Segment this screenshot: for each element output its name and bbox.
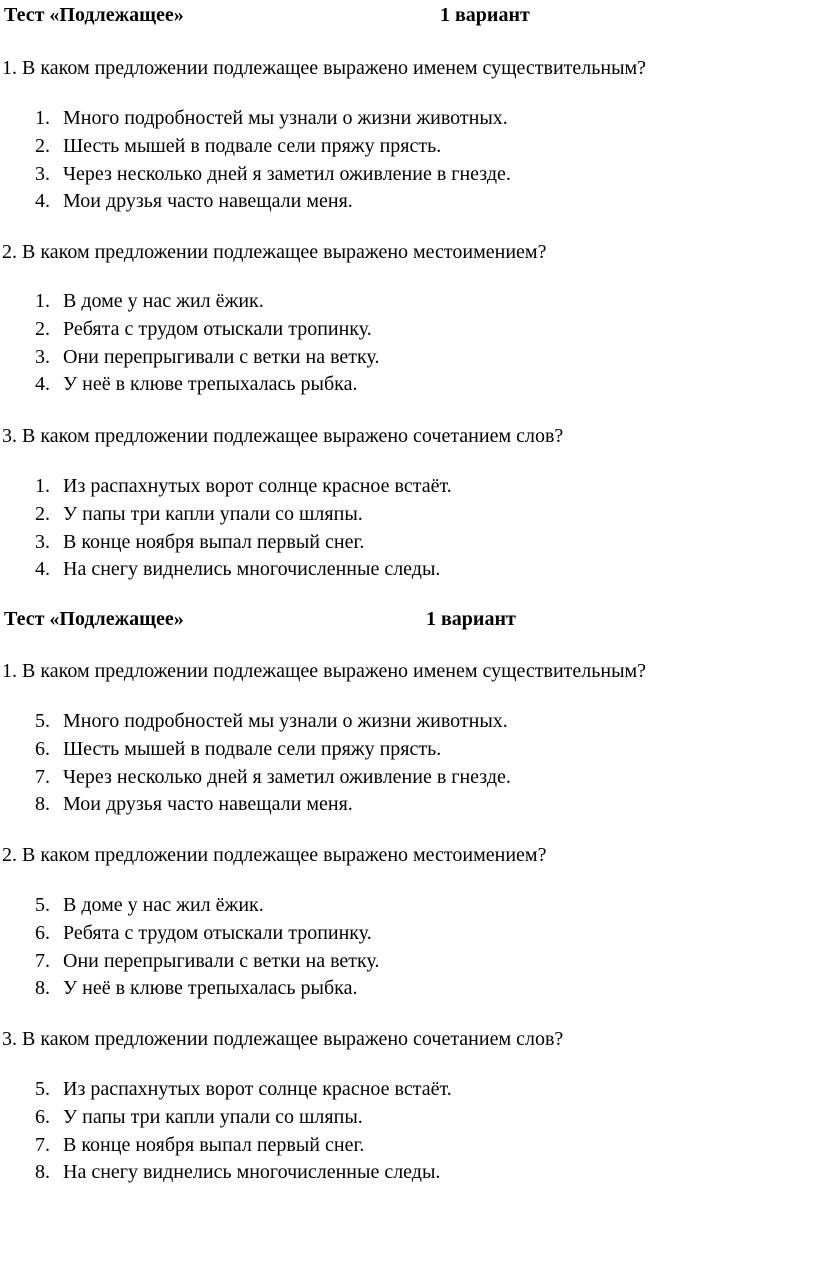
list-item [0, 892, 816, 920]
answer-text: Через несколько дней я заметил оживление в гнезде. [63, 765, 511, 788]
answer-text: Мои друзья часто навещали меня. [63, 190, 353, 213]
answer-list-3 [0, 473, 816, 584]
answer-text: На снегу виднелись многочисленные следы. [63, 1161, 441, 1184]
list-item [0, 1104, 816, 1132]
answer-number: 2. [35, 134, 50, 157]
answer-text: Они перепрыгивали с ветки на ветку. [63, 345, 380, 368]
answer-number: 2. [35, 502, 50, 525]
answer-list-2 [0, 892, 816, 1003]
question-2: 2. В каком предложении подлежащее выражено местоимением? [2, 844, 547, 866]
answer-text: Шесть мышей в подвале сели пряжу прясть. [63, 134, 442, 157]
list-item [0, 188, 816, 216]
answer-number: 2. [35, 317, 50, 340]
answer-number: 5. [35, 894, 50, 916]
answer-number: 4. [35, 558, 50, 581]
answer-text: В конце ноября выпал первый снег. [63, 530, 365, 553]
list-item [0, 473, 816, 501]
answer-number: 6. [35, 921, 50, 944]
test-title: Тест «Подлежащее» [4, 4, 184, 26]
test-variant: 1 вариант [426, 608, 516, 630]
list-item [0, 1076, 816, 1104]
answer-text: В доме у нас жил ёжик. [63, 894, 264, 916]
answer-number: 3. [35, 162, 50, 185]
answer-number: 5. [35, 1078, 50, 1100]
list-item [0, 501, 816, 529]
answer-number: 8. [35, 977, 50, 1000]
answer-number: 7. [35, 765, 50, 788]
answer-number: 3. [35, 345, 50, 368]
answer-number: 4. [35, 373, 50, 396]
answer-number: 1. [35, 290, 50, 312]
answer-text: Через несколько дней я заметил оживление в гнезде. [63, 162, 511, 185]
answer-number: 1. [35, 107, 50, 129]
answer-text: Мои друзья часто навещали меня. [63, 793, 353, 816]
list-item [0, 708, 816, 736]
list-item [0, 133, 816, 161]
question-1: 1. В каком предложении подлежащее выражено именем существительным? [2, 660, 647, 682]
list-item [0, 975, 816, 1003]
answer-number: 8. [35, 1161, 50, 1184]
answer-text: Ребята с трудом отыскали тропинку. [63, 921, 372, 944]
list-item [0, 161, 816, 189]
question-1: 1. В каком предложении подлежащее выражено именем существительным? [2, 57, 647, 79]
answer-number: 3. [35, 530, 50, 553]
list-item [0, 764, 816, 792]
list-item [0, 105, 816, 133]
answer-text: Из распахнутых ворот солнце красное встаёт. [63, 475, 452, 497]
test-header [4, 2, 804, 28]
list-item [0, 736, 816, 764]
answer-text: Много подробностей мы узнали о жизни животных. [63, 107, 508, 129]
answer-text: Из распахнутых ворот солнце красное встаёт. [63, 1078, 452, 1100]
list-item [0, 344, 816, 372]
list-item [0, 1159, 816, 1187]
test-variant: 1 вариант [440, 4, 530, 26]
question-3: 3. В каком предложении подлежащее выражено сочетанием слов? [2, 1028, 564, 1050]
answer-list-3 [0, 1076, 816, 1187]
answer-text: В доме у нас жил ёжик. [63, 290, 264, 312]
answer-number: 8. [35, 793, 50, 816]
answer-text: Они перепрыгивали с ветки на ветку. [63, 949, 380, 972]
question-2: 2. В каком предложении подлежащее выражено местоимением? [2, 241, 547, 263]
answer-number: 7. [35, 949, 50, 972]
answer-text: У папы три капли упали со шляпы. [63, 1105, 363, 1128]
answer-list-2 [0, 288, 816, 399]
answer-number: 1. [35, 475, 50, 497]
list-item [0, 556, 816, 584]
list-item [0, 316, 816, 344]
answer-text: Ребята с трудом отыскали тропинку. [63, 317, 372, 340]
answer-text: Много подробностей мы узнали о жизни животных. [63, 710, 508, 732]
answer-text: У неё в клюве трепыхалась рыбка. [63, 977, 358, 1000]
test-header [4, 606, 804, 632]
answer-text: На снегу виднелись многочисленные следы. [63, 558, 441, 581]
list-item [0, 371, 816, 399]
answer-text: Шесть мышей в подвале сели пряжу прясть. [63, 737, 442, 760]
list-item [0, 920, 816, 948]
list-item [0, 529, 816, 557]
list-item [0, 791, 816, 819]
answer-text: В конце ноября выпал первый снег. [63, 1133, 365, 1156]
answer-number: 5. [35, 710, 50, 732]
test-title: Тест «Подлежащее» [4, 608, 184, 630]
answer-number: 6. [35, 737, 50, 760]
answer-number: 4. [35, 190, 50, 213]
question-3: 3. В каком предложении подлежащее выражено сочетанием слов? [2, 425, 564, 447]
list-item [0, 1132, 816, 1160]
list-item [0, 948, 816, 976]
answer-text: У папы три капли упали со шляпы. [63, 502, 363, 525]
list-item [0, 288, 816, 316]
answer-list-1 [0, 105, 816, 216]
answer-list-1 [0, 708, 816, 819]
answer-number: 7. [35, 1133, 50, 1156]
answer-text: У неё в клюве трепыхалась рыбка. [63, 373, 358, 396]
answer-number: 6. [35, 1105, 50, 1128]
